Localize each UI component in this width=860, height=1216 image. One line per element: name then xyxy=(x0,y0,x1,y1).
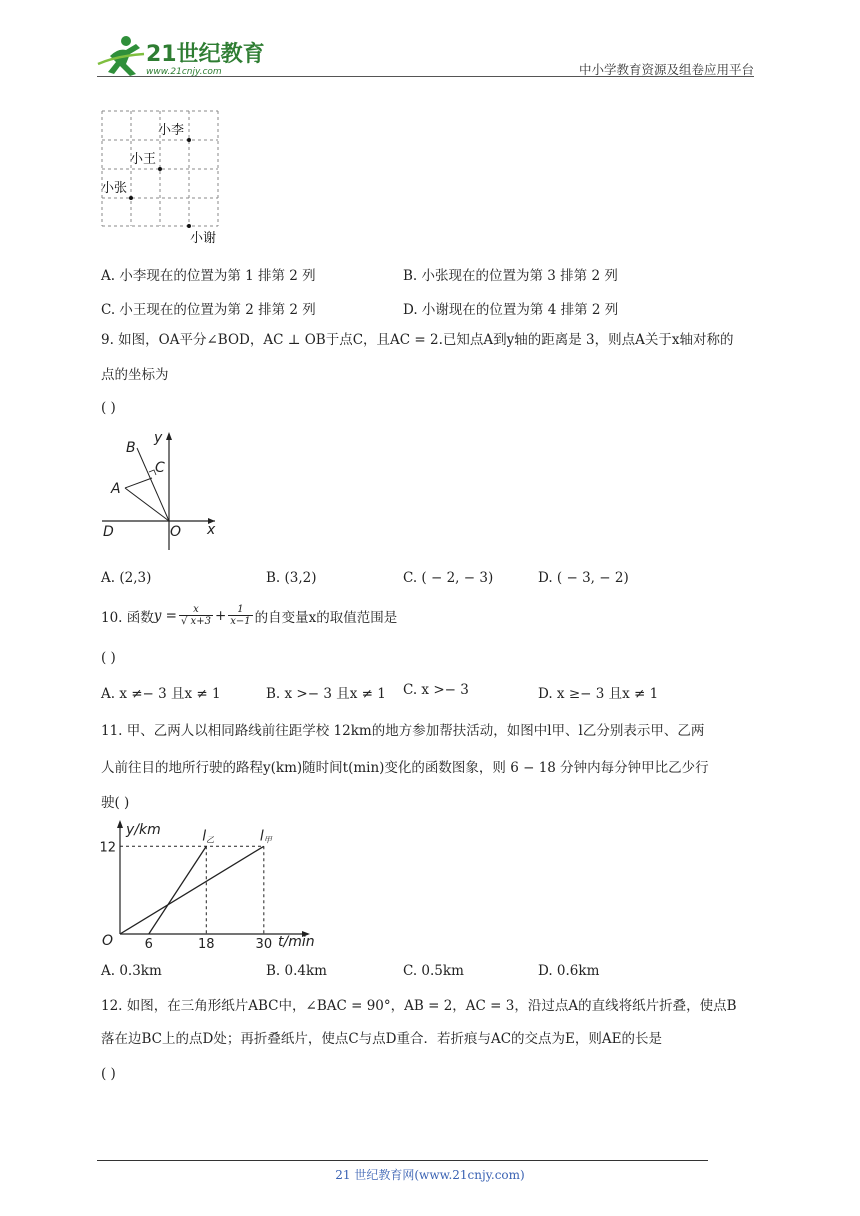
q9-option-a: A. (2,3) xyxy=(101,570,152,586)
logo-title: 21世纪教育 xyxy=(146,42,265,67)
q10-suffix: 的自变量x的取值范围是 xyxy=(254,609,398,626)
q11-option-c: C. 0.5km xyxy=(403,963,464,979)
q9-figure xyxy=(100,428,230,557)
runner-icon xyxy=(98,36,144,76)
y-axis-arrow xyxy=(117,820,123,828)
q10-stem xyxy=(101,604,397,627)
q8-option-d: D. 小谢现在的位置为第 4 排第 2 列 xyxy=(403,302,619,318)
platform-name: 中小学教育资源及组卷应用平台 xyxy=(578,62,754,77)
q10-y-eq: y = xyxy=(153,607,177,624)
x-tick-6: 6 xyxy=(144,937,153,952)
q10-frac2-numerator: 1 xyxy=(228,604,252,616)
q10-fraction-1 xyxy=(179,604,213,627)
q10-option-b: B. x >− 3 且x ≠ 1 xyxy=(266,686,386,702)
label-xiaoxie: 小谢 xyxy=(190,231,217,246)
q9-label-d: D xyxy=(103,524,114,540)
q10-frac2-denominator: x−1 xyxy=(230,616,251,627)
q9-label-o: O xyxy=(170,524,182,540)
q10-plus: + xyxy=(214,607,227,624)
q11-chart xyxy=(98,816,328,956)
q11-line3: 驶( ) xyxy=(101,795,130,811)
q9-label-y: y xyxy=(154,430,163,446)
q11-option-d: D. 0.6km xyxy=(538,963,600,979)
series-label-0: l甲 xyxy=(259,828,272,845)
q9-line1: 9. 如图，OA平分∠BOD，AC ⊥ OB于点C，且AC = 2.已知点A到y轴的距离是 3，则点A关于x轴对称的 xyxy=(101,332,734,348)
label-xiaoli: 小李 xyxy=(158,123,185,138)
q9-option-d: D. ( − 3, − 2) xyxy=(538,570,629,586)
q12-answer-paren: ( ) xyxy=(101,1066,116,1082)
q10-frac1-denominator: √ x+3 xyxy=(181,616,211,627)
q9-line2: 点的坐标为 xyxy=(101,367,169,383)
header-divider xyxy=(97,76,754,77)
x-axis-label: t/min xyxy=(278,934,315,950)
q9-label-a: A xyxy=(111,481,121,497)
x-tick-18: 18 xyxy=(198,937,215,952)
footer-divider xyxy=(97,1160,708,1161)
q9-answer-paren: ( ) xyxy=(101,400,116,416)
q11-option-a: A. 0.3km xyxy=(101,963,162,979)
q12-line1: 12. 如图，在三角形纸片ABC中，∠BAC = 90°，AB = 2，AC = 3，沿过点A的直线将纸片折叠，使点B xyxy=(101,998,737,1014)
x-tick-30: 30 xyxy=(255,937,273,952)
q11-line1: 11. 甲、乙两人以相同路线前往距学校 12km的地方参加帮扶活动，如图中l甲、l乙分别表示甲、乙两 xyxy=(101,723,705,739)
q9-label-c: C xyxy=(155,460,165,476)
series-line-0 xyxy=(120,846,264,934)
q10-fraction-2 xyxy=(228,604,252,627)
q8-option-c: C. 小王现在的位置为第 2 排第 2 列 xyxy=(101,302,316,318)
label-xiaozhang: 小张 xyxy=(101,181,128,196)
series-line-1 xyxy=(149,846,207,934)
site-logo xyxy=(96,34,266,78)
q11-line2: 人前往目的地所行驶的路程y(km)随时间t(min)变化的函数图象，则 6 − 18 分钟内每分钟甲比乙少行 xyxy=(101,760,709,776)
q11-option-b: B. 0.4km xyxy=(266,963,327,979)
q10-option-a: A. x ≠− 3 且x ≠ 1 xyxy=(101,686,221,702)
logo-url: www.21cnjy.com xyxy=(146,67,222,77)
series-label-1: l乙 xyxy=(202,828,215,845)
q10-option-d: D. x ≥− 3 且x ≠ 1 xyxy=(538,686,659,702)
q10-answer-paren: ( ) xyxy=(101,650,116,666)
y-tick-12: 12 xyxy=(99,840,116,856)
q8-option-b: B. 小张现在的位置为第 3 排第 2 列 xyxy=(403,268,618,284)
q9-option-b: B. (3,2) xyxy=(266,570,317,586)
label-xiaowang: 小王 xyxy=(130,152,157,167)
y-axis-label: y/km xyxy=(126,822,161,838)
q10-option-c: C. x >− 3 xyxy=(403,682,469,698)
q9-label-x: x xyxy=(207,522,216,538)
q9-label-b: B xyxy=(126,440,136,456)
q9-option-c: C. ( − 2, − 3) xyxy=(403,570,494,586)
x-tick-origin: O xyxy=(102,933,114,949)
q12-line2: 落在边BC上的点D处；再折叠纸片，使点C与点D重合．若折痕与AC的交点为E，则AE的长是 xyxy=(101,1031,663,1047)
q10-prefix: 10. 函数 xyxy=(101,609,154,626)
q10-frac1-numerator: x xyxy=(179,604,213,616)
footer-text: 21 世纪教育网(www.21cnjy.com) xyxy=(335,1168,525,1182)
seat-grid-figure xyxy=(98,108,258,252)
q8-option-a: A. 小李现在的位置为第 1 排第 2 列 xyxy=(101,268,316,284)
